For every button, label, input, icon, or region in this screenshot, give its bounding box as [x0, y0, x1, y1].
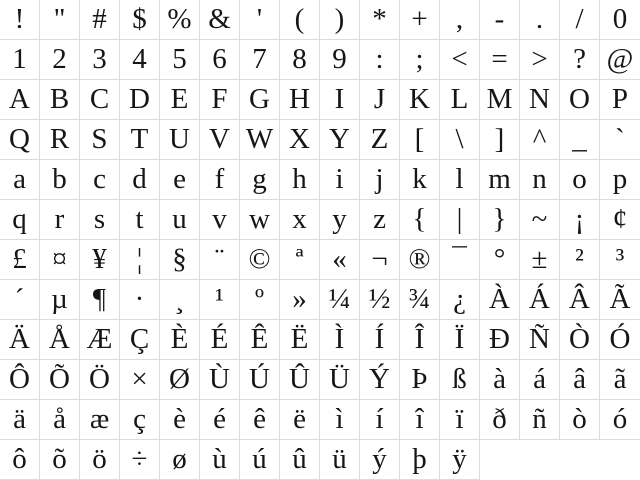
glyph-cell[interactable]: Û [280, 360, 320, 400]
glyph-cell[interactable]: q [0, 200, 40, 240]
glyph-cell[interactable]: { [400, 200, 440, 240]
glyph-cell[interactable]: ã [600, 360, 640, 400]
glyph-cell[interactable]: Ë [280, 320, 320, 360]
glyph-cell[interactable]: Q [0, 120, 40, 160]
glyph-cell[interactable]: ! [0, 0, 40, 40]
glyph-cell[interactable]: ¹ [200, 280, 240, 320]
glyph-cell[interactable]: = [480, 40, 520, 80]
glyph-cell[interactable]: ¦ [120, 240, 160, 280]
glyph-cell[interactable]: ß [440, 360, 480, 400]
glyph-cell[interactable]: E [160, 80, 200, 120]
glyph-cell[interactable]: Â [560, 280, 600, 320]
glyph-cell[interactable]: 0 [600, 0, 640, 40]
glyph-cell[interactable]: æ [80, 400, 120, 440]
glyph-cell[interactable]: ³ [600, 240, 640, 280]
glyph-cell[interactable]: > [520, 40, 560, 80]
glyph-cell[interactable]: Ä [0, 320, 40, 360]
glyph-cell[interactable]: ( [280, 0, 320, 40]
glyph-cell[interactable]: ¶ [80, 280, 120, 320]
glyph-cell[interactable]: ø [160, 440, 200, 480]
glyph-cell[interactable]: ê [240, 400, 280, 440]
glyph-cell[interactable]: Õ [40, 360, 80, 400]
glyph-cell[interactable]: n [520, 160, 560, 200]
glyph-cell[interactable]: C [80, 80, 120, 120]
glyph-cell[interactable]: î [400, 400, 440, 440]
glyph-cell[interactable]: * [360, 0, 400, 40]
glyph-cell[interactable]: G [240, 80, 280, 120]
glyph-cell[interactable]: ô [0, 440, 40, 480]
glyph-cell[interactable]: 7 [240, 40, 280, 80]
glyph-cell[interactable]: · [120, 280, 160, 320]
glyph-cell[interactable]: < [440, 40, 480, 80]
glyph-cell[interactable]: } [480, 200, 520, 240]
glyph-cell[interactable]: ¥ [80, 240, 120, 280]
glyph-cell[interactable]: 1 [0, 40, 40, 80]
glyph-cell[interactable]: # [80, 0, 120, 40]
glyph-cell[interactable]: Ï [440, 320, 480, 360]
glyph-cell[interactable]: ¼ [320, 280, 360, 320]
glyph-cell[interactable]: Ý [360, 360, 400, 400]
glyph-cell[interactable]: ~ [520, 200, 560, 240]
glyph-cell[interactable]: ; [400, 40, 440, 80]
glyph-cell[interactable]: % [160, 0, 200, 40]
glyph-cell[interactable]: ? [560, 40, 600, 80]
glyph-cell[interactable]: X [280, 120, 320, 160]
glyph-cell[interactable]: x [280, 200, 320, 240]
glyph-cell[interactable]: ¬ [360, 240, 400, 280]
glyph-cell[interactable]: ] [480, 120, 520, 160]
glyph-cell[interactable]: $ [120, 0, 160, 40]
glyph-cell[interactable]: ´ [0, 280, 40, 320]
glyph-cell[interactable]: 2 [40, 40, 80, 80]
glyph-cell[interactable]: 4 [120, 40, 160, 80]
glyph-cell[interactable]: Á [520, 280, 560, 320]
glyph-cell[interactable]: " [40, 0, 80, 40]
glyph-cell[interactable]: ' [240, 0, 280, 40]
glyph-cell[interactable]: ^ [520, 120, 560, 160]
glyph-cell[interactable]: « [320, 240, 360, 280]
glyph-cell[interactable]: J [360, 80, 400, 120]
glyph-cell[interactable]: ë [280, 400, 320, 440]
glyph-cell[interactable]: m [480, 160, 520, 200]
glyph-cell[interactable]: © [240, 240, 280, 280]
glyph-cell[interactable]: V [200, 120, 240, 160]
glyph-cell[interactable]: M [480, 80, 520, 120]
glyph-cell[interactable]: Þ [400, 360, 440, 400]
glyph-cell[interactable]: D [120, 80, 160, 120]
glyph-cell[interactable]: 3 [80, 40, 120, 80]
glyph-cell[interactable]: È [160, 320, 200, 360]
glyph-cell[interactable]: À [480, 280, 520, 320]
glyph-cell[interactable]: ÷ [120, 440, 160, 480]
glyph-cell[interactable]: z [360, 200, 400, 240]
glyph-cell[interactable]: ¿ [440, 280, 480, 320]
glyph-cell[interactable]: ù [200, 440, 240, 480]
glyph-cell[interactable]: Ü [320, 360, 360, 400]
glyph-cell[interactable]: Ã [600, 280, 640, 320]
glyph-cell[interactable]: F [200, 80, 240, 120]
glyph-cell[interactable]: ¨ [200, 240, 240, 280]
glyph-cell[interactable]: ó [600, 400, 640, 440]
glyph-cell[interactable]: ý [360, 440, 400, 480]
glyph-cell[interactable]: T [120, 120, 160, 160]
glyph-cell[interactable]: + [400, 0, 440, 40]
glyph-cell[interactable]: è [160, 400, 200, 440]
glyph-cell[interactable]: ) [320, 0, 360, 40]
glyph-cell[interactable]: Ò [560, 320, 600, 360]
glyph-cell[interactable]: à [480, 360, 520, 400]
glyph-cell[interactable]: u [160, 200, 200, 240]
glyph-cell[interactable]: ñ [520, 400, 560, 440]
glyph-cell[interactable]: ² [560, 240, 600, 280]
glyph-cell[interactable]: ¾ [400, 280, 440, 320]
glyph-cell[interactable]: ì [320, 400, 360, 440]
glyph-cell[interactable]: y [320, 200, 360, 240]
glyph-cell[interactable]: Ú [240, 360, 280, 400]
glyph-cell[interactable]: É [200, 320, 240, 360]
glyph-cell[interactable]: ò [560, 400, 600, 440]
glyph-cell[interactable]: Í [360, 320, 400, 360]
glyph-cell[interactable]: A [0, 80, 40, 120]
glyph-cell[interactable]: º [240, 280, 280, 320]
glyph-cell[interactable]: R [40, 120, 80, 160]
glyph-cell[interactable]: , [440, 0, 480, 40]
glyph-cell[interactable]: i [320, 160, 360, 200]
glyph-cell[interactable]: ¢ [600, 200, 640, 240]
glyph-cell[interactable]: K [400, 80, 440, 120]
glyph-cell[interactable]: [ [400, 120, 440, 160]
glyph-cell[interactable]: t [120, 200, 160, 240]
glyph-cell[interactable]: Ì [320, 320, 360, 360]
glyph-cell[interactable]: w [240, 200, 280, 240]
glyph-cell[interactable]: ï [440, 400, 480, 440]
glyph-cell[interactable]: l [440, 160, 480, 200]
glyph-cell[interactable]: e [160, 160, 200, 200]
glyph-cell[interactable]: d [120, 160, 160, 200]
glyph-cell[interactable]: á [520, 360, 560, 400]
glyph-cell[interactable]: O [560, 80, 600, 120]
glyph-cell[interactable]: W [240, 120, 280, 160]
glyph-cell[interactable]: L [440, 80, 480, 120]
glyph-cell[interactable]: ¤ [40, 240, 80, 280]
glyph-cell[interactable]: Ù [200, 360, 240, 400]
glyph-cell[interactable]: £ [0, 240, 40, 280]
glyph-cell[interactable]: I [320, 80, 360, 120]
glyph-cell[interactable]: & [200, 0, 240, 40]
glyph-cell[interactable]: é [200, 400, 240, 440]
glyph-cell[interactable]: õ [40, 440, 80, 480]
glyph-cell[interactable]: Å [40, 320, 80, 360]
glyph-cell[interactable]: Ñ [520, 320, 560, 360]
glyph-cell[interactable]: Ê [240, 320, 280, 360]
glyph-cell[interactable]: ¯ [440, 240, 480, 280]
glyph-cell[interactable]: å [40, 400, 80, 440]
glyph-cell[interactable]: U [160, 120, 200, 160]
glyph-cell[interactable]: ¸ [160, 280, 200, 320]
glyph-cell[interactable]: ä [0, 400, 40, 440]
glyph-cell[interactable]: Ô [0, 360, 40, 400]
glyph-cell[interactable]: ö [80, 440, 120, 480]
glyph-cell[interactable]: | [440, 200, 480, 240]
glyph-cell[interactable]: × [120, 360, 160, 400]
glyph-cell[interactable]: o [560, 160, 600, 200]
glyph-cell[interactable]: 6 [200, 40, 240, 80]
glyph-cell[interactable]: » [280, 280, 320, 320]
glyph-cell[interactable]: ª [280, 240, 320, 280]
glyph-cell[interactable]: Y [320, 120, 360, 160]
glyph-cell[interactable]: b [40, 160, 80, 200]
glyph-cell[interactable]: þ [400, 440, 440, 480]
glyph-cell[interactable]: _ [560, 120, 600, 160]
glyph-cell[interactable]: p [600, 160, 640, 200]
glyph-cell[interactable]: N [520, 80, 560, 120]
glyph-cell[interactable]: Ð [480, 320, 520, 360]
glyph-cell[interactable]: f [200, 160, 240, 200]
glyph-cell[interactable]: 8 [280, 40, 320, 80]
glyph-cell[interactable]: ç [120, 400, 160, 440]
glyph-cell[interactable]: ¡ [560, 200, 600, 240]
glyph-cell[interactable]: @ [600, 40, 640, 80]
glyph-cell[interactable]: Z [360, 120, 400, 160]
glyph-cell[interactable]: í [360, 400, 400, 440]
glyph-cell[interactable]: 5 [160, 40, 200, 80]
glyph-cell[interactable]: ° [480, 240, 520, 280]
glyph-cell[interactable]: Ø [160, 360, 200, 400]
glyph-cell[interactable]: Ç [120, 320, 160, 360]
glyph-cell[interactable]: û [280, 440, 320, 480]
glyph-cell[interactable]: â [560, 360, 600, 400]
glyph-cell[interactable]: Æ [80, 320, 120, 360]
glyph-cell[interactable]: ` [600, 120, 640, 160]
glyph-cell[interactable]: ® [400, 240, 440, 280]
glyph-cell[interactable]: \ [440, 120, 480, 160]
glyph-cell[interactable]: P [600, 80, 640, 120]
glyph-cell[interactable]: r [40, 200, 80, 240]
glyph-cell[interactable]: / [560, 0, 600, 40]
glyph-cell[interactable]: k [400, 160, 440, 200]
glyph-cell[interactable]: § [160, 240, 200, 280]
glyph-cell[interactable]: S [80, 120, 120, 160]
glyph-cell[interactable]: g [240, 160, 280, 200]
glyph-cell[interactable]: H [280, 80, 320, 120]
glyph-cell[interactable]: s [80, 200, 120, 240]
glyph-cell[interactable]: h [280, 160, 320, 200]
glyph-cell[interactable]: Î [400, 320, 440, 360]
glyph-cell[interactable]: ð [480, 400, 520, 440]
glyph-cell[interactable]: B [40, 80, 80, 120]
glyph-cell[interactable]: µ [40, 280, 80, 320]
glyph-cell[interactable]: Ó [600, 320, 640, 360]
glyph-cell[interactable]: . [520, 0, 560, 40]
glyph-cell[interactable]: ÿ [440, 440, 480, 480]
glyph-cell[interactable]: c [80, 160, 120, 200]
glyph-cell[interactable]: j [360, 160, 400, 200]
glyph-cell[interactable]: - [480, 0, 520, 40]
glyph-cell[interactable]: ú [240, 440, 280, 480]
glyph-cell[interactable]: a [0, 160, 40, 200]
glyph-cell[interactable]: ½ [360, 280, 400, 320]
glyph-cell[interactable]: : [360, 40, 400, 80]
glyph-cell[interactable]: ü [320, 440, 360, 480]
glyph-cell[interactable]: v [200, 200, 240, 240]
glyph-cell[interactable]: Ö [80, 360, 120, 400]
glyph-cell[interactable]: 9 [320, 40, 360, 80]
glyph-cell[interactable]: ± [520, 240, 560, 280]
